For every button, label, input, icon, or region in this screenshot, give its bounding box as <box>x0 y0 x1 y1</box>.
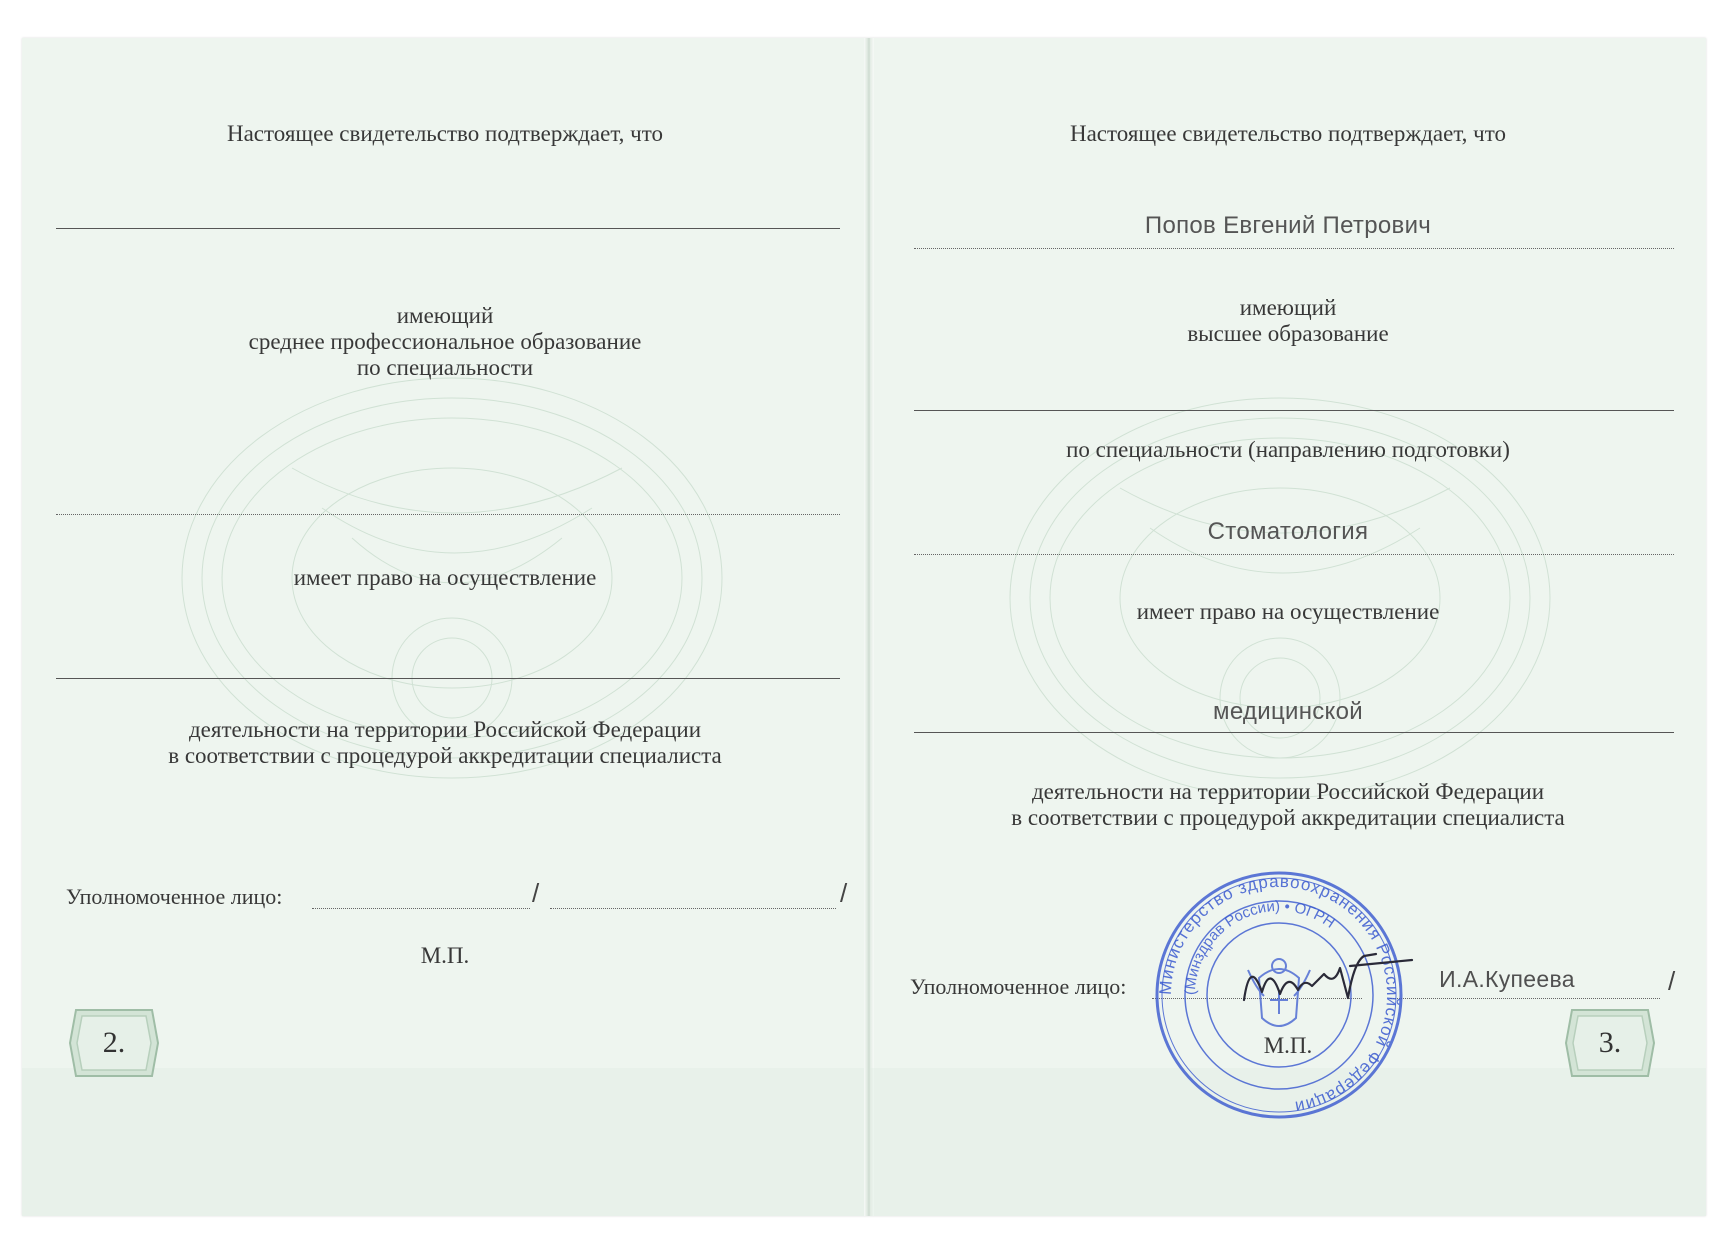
having-text: имеющий <box>1239 295 1337 320</box>
activity-value: медицинской <box>1213 698 1363 725</box>
seal-place-label: М.П. <box>420 943 470 968</box>
page-number-badge <box>66 1002 162 1084</box>
seal-place-label: М.П. <box>1263 1033 1313 1058</box>
activity-line <box>56 678 840 679</box>
having-text: имеющий <box>396 303 494 328</box>
left-page <box>22 38 868 1216</box>
authorized-person-label: Уполномоченное лицо: <box>66 884 283 909</box>
stamp-inner-text: (Минздрав России) • ОГРН <box>1181 897 1338 996</box>
header-text: Настоящее свидетельство подтверждает, что <box>1069 121 1506 146</box>
specialty-value: Стоматология <box>1207 518 1369 545</box>
page-number: 3. <box>1598 1026 1622 1059</box>
handwritten-signature <box>1236 938 1416 1018</box>
holder-name: Попов Евгений Петрович <box>1144 212 1432 239</box>
header-text: Настоящее свидетельство подтверждает, что <box>226 121 663 146</box>
right-text: имеет право на осуществление <box>1136 599 1440 624</box>
education-text: высшее образование <box>1187 321 1389 346</box>
holder-name-line <box>914 248 1674 249</box>
accreditation-text: в соответствии с процедурой аккредитации специалиста <box>168 743 722 768</box>
separator-slash: / <box>840 878 848 908</box>
holder-name-line <box>56 228 840 229</box>
activity-line <box>914 732 1674 733</box>
page-number-badge <box>1562 1002 1658 1084</box>
specialty-line <box>56 514 840 515</box>
specialty-label: по специальности <box>356 355 534 380</box>
signatory-name: И.А.Купеева <box>1439 966 1575 992</box>
page-number: 2. <box>102 1026 126 1059</box>
separator-slash: / <box>532 878 540 908</box>
specialty-label: по специальности (направлению подготовки) <box>1066 437 1510 462</box>
education-text: среднее профессиональное образование <box>248 329 642 354</box>
specialty-line <box>914 554 1674 555</box>
education-line <box>914 410 1674 411</box>
separator-slash: / <box>1668 966 1676 996</box>
signatory-name-line <box>550 908 836 909</box>
signature-line <box>312 908 530 909</box>
accreditation-text: в соответствии с процедурой аккредитации специалиста <box>1011 805 1565 830</box>
authorized-person-label: Уполномоченное лицо: <box>910 974 1127 999</box>
signatory-name-line <box>1390 998 1660 999</box>
right-text: имеет право на осуществление <box>293 565 597 590</box>
activity-text: деятельности на территории Российской Федерации <box>188 717 702 742</box>
activity-text: деятельности на территории Российской Федерации <box>1031 779 1545 804</box>
stamp-outer-text: Министерство здравоохранения Российской Федерации <box>1155 871 1403 1117</box>
